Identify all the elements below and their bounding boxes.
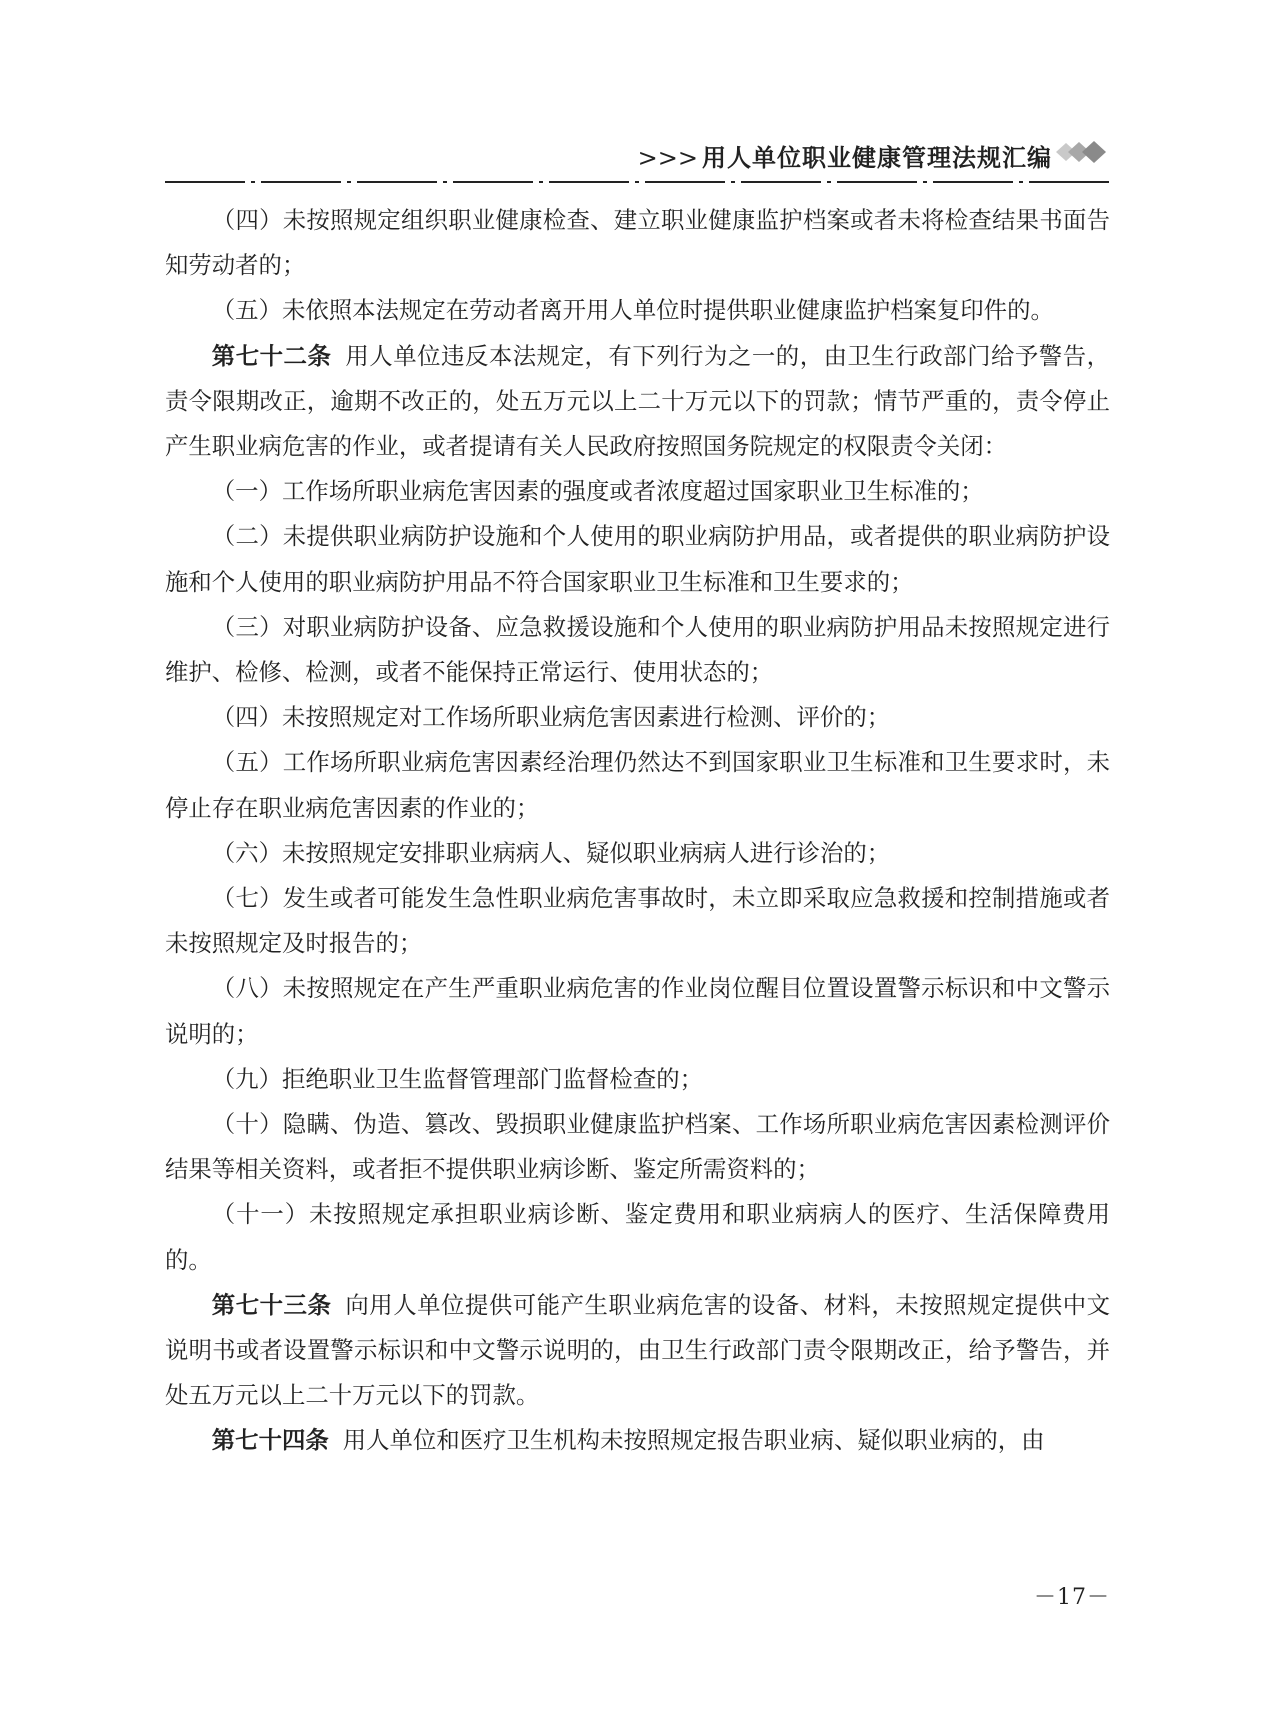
- clause-paragraph: [165, 695, 1110, 740]
- clause-paragraph: [165, 1057, 1110, 1102]
- clause-paragraph: [165, 288, 1110, 333]
- paragraph-text: （六）未按照规定安排职业病病人、疑似职业病病人进行诊治的；: [211, 838, 891, 867]
- clause-paragraph: [165, 876, 1110, 966]
- clause-paragraph: [165, 514, 1110, 604]
- paragraph-text: （八）未按照规定在产生严重职业病危害的作业岗位醒目位置设置警示标识和中文警示说明的；: [165, 974, 1110, 1048]
- header-title-text: 用人单位职业健康管理法规汇编: [702, 143, 1052, 172]
- clause-paragraph: [165, 605, 1110, 695]
- header-prefix: >>>: [637, 144, 698, 172]
- body-text: [165, 198, 1110, 1464]
- diamond-ornament-icon: [1054, 140, 1110, 164]
- header-dashed-rule: [165, 180, 1110, 184]
- article-paragraph: [165, 1418, 1110, 1463]
- paragraph-text: （四）未按照规定对工作场所职业病危害因素进行检测、评价的；: [211, 703, 891, 732]
- paragraph-text: （五）未依照本法规定在劳动者离开用人单位时提供职业健康监护档案复印件的。: [211, 296, 1054, 325]
- article-number: 第七十三条: [211, 1290, 332, 1319]
- paragraph-text: （三）对职业病防护设备、应急救援设施和个人使用的职业病防护用品未按照规定进行维护、检修、检测，或者不能保持正常运行、使用状态的；: [165, 612, 1110, 687]
- clause-paragraph: [165, 831, 1110, 876]
- page-number: －17－: [1034, 1585, 1110, 1610]
- header-title: [638, 138, 1052, 173]
- paragraph-text: 向用人单位提供可能产生职业病危害的设备、材料，未按照规定提供中文说明书或者设置警示标识和中文警示说明的，由卫生行政部门责令限期改正，给予警告，并处五万元以上二十万元以下的罚款。: [165, 1290, 1111, 1410]
- running-header: [165, 128, 1110, 184]
- paragraph-text: （十一）未按照规定承担职业病诊断、鉴定费用和职业病病人的医疗、生活保障费用的。: [165, 1200, 1110, 1274]
- article-number: 第七十四条: [211, 1426, 329, 1455]
- article-paragraph: [165, 1283, 1110, 1419]
- paragraph-text: （七）发生或者可能发生急性职业病危害事故时，未立即采取应急救援和控制措施或者未按照规定及时报告的；: [165, 884, 1110, 958]
- clause-paragraph: [165, 469, 1110, 514]
- paragraph-text: （一）工作场所职业病危害因素的强度或者浓度超过国家职业卫生标准的；: [211, 477, 984, 506]
- paragraph-text: （四）未按照规定组织职业健康检查、建立职业健康监护档案或者未将检查结果书面告知劳动者的；: [165, 206, 1110, 280]
- paragraph-text: （二）未提供职业病防护设施和个人使用的职业病防护用品，或者提供的职业病防护设施和个人使用的职业病防护用品不符合国家职业卫生标准和卫生要求的；: [165, 522, 1110, 596]
- paragraph-text: （五）工作场所职业病危害因素经治理仍然达不到国家职业卫生标准和卫生要求时，未停止存在职业病危害因素的作业的；: [165, 748, 1110, 822]
- clause-paragraph: [165, 966, 1110, 1056]
- article-paragraph: [165, 334, 1110, 470]
- paragraph-text: 用人单位和医疗卫生机构未按照规定报告职业病、疑似职业病的，由: [342, 1426, 1045, 1455]
- clause-paragraph: [165, 1102, 1110, 1192]
- clause-paragraph: [165, 1192, 1110, 1282]
- article-number: 第七十二条: [211, 341, 332, 370]
- paragraph-text: （九）拒绝职业卫生监督管理部门监督检查的；: [211, 1064, 703, 1093]
- paragraph-text: 用人单位违反本法规定，有下列行为之一的，由卫生行政部门给予警告，责令限期改正，逾期不改正的，处五万元以上二十万元以下的罚款；情节严重的，责令停止产生职业病危害的作业，或者提请有关人民政府按照国务院规定的权限责令关闭：: [165, 341, 1111, 461]
- clause-paragraph: [165, 198, 1110, 288]
- clause-paragraph: [165, 740, 1110, 830]
- paragraph-text: （十）隐瞒、伪造、篡改、毁损职业健康监护档案、工作场所职业病危害因素检测评价结果等相关资料，或者拒不提供职业病诊断、鉴定所需资料的；: [165, 1110, 1110, 1184]
